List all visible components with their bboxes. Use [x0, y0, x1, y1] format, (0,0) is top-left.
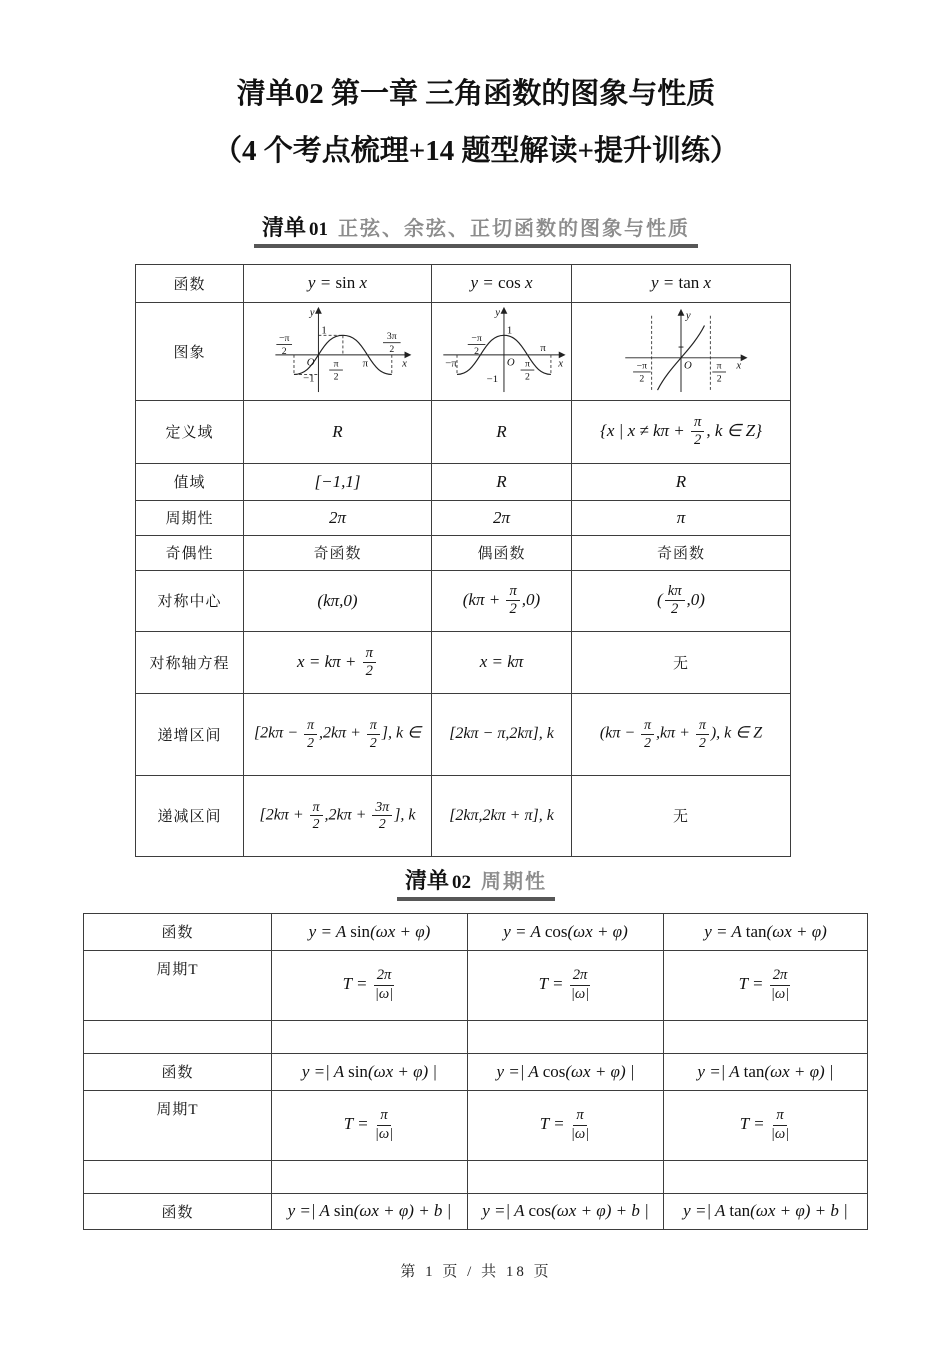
table-cell: (kπ − $\frac{\pi}{2}$ ,kπ + $\frac{\pi}{2}$ ), k ∈ Z	[572, 693, 791, 775]
document-title-line1: 清单02 第一章 三角函数的图象与性质	[236, 78, 716, 110]
periodicity-table	[83, 913, 868, 1230]
axis-label-y: y	[685, 309, 691, 322]
section2-title: 周期性	[481, 870, 547, 893]
section1-underline	[254, 216, 698, 248]
tick-label-3pi-half-num: 3π	[386, 331, 397, 343]
table-cell: ( $\frac{k\pi}{2}$ ,0)	[572, 570, 791, 631]
table-cell: y = A sin(ωx + φ)	[272, 913, 468, 950]
table-cell	[432, 302, 572, 400]
cosine-graph	[433, 304, 571, 394]
tick-label-neg-pi-half-den: 2	[473, 345, 479, 357]
table-row-graph	[136, 302, 791, 400]
section2-header	[0, 869, 952, 901]
origin-label: O	[683, 359, 692, 372]
table-row-function	[136, 264, 791, 302]
row-label: 周期T	[84, 1090, 272, 1160]
row-label: 函数	[84, 1193, 272, 1229]
tick-label-pi-half-den: 2	[524, 371, 530, 383]
table-cell: π	[572, 500, 791, 535]
axis-label-x: x	[401, 357, 407, 370]
axis-label-y: y	[494, 306, 500, 319]
tick-label-neg-pi-half-den: 2	[639, 373, 645, 385]
section2-underline	[397, 869, 555, 901]
table-cell: [−1,1]	[244, 463, 432, 500]
table-cell: y = cos x	[432, 264, 572, 302]
table-cell: T = $\frac{\pi}{|\omega|}$	[272, 1090, 468, 1160]
tick-label-neg-pi: −π	[444, 357, 457, 370]
row-label: 对称中心	[136, 570, 244, 631]
table-cell: [2kπ − π,2kπ], k	[432, 693, 572, 775]
tick-label-pi-half-den: 2	[333, 371, 338, 383]
section1-number: 01	[309, 219, 328, 240]
table-cell: (kπ,0)	[244, 570, 432, 631]
table-row-empty	[84, 1020, 868, 1053]
tick-label-3pi-half-den: 2	[388, 343, 394, 355]
row-label: 函数	[136, 264, 244, 302]
table-row-range	[136, 463, 791, 500]
table-cell	[572, 302, 791, 400]
table-cell: T = $\frac{2\pi}{|\omega|}$	[664, 950, 868, 1020]
table-cell: 偶函数	[432, 535, 572, 570]
row-label: 图象	[136, 302, 244, 400]
tangent-graph	[606, 304, 756, 394]
row-label: 函数	[84, 913, 272, 950]
table-cell	[244, 302, 432, 400]
table-cell: y =| A cos(ωx + φ) + b |	[468, 1193, 664, 1229]
table-cell: y =| A tan(ωx + φ) |	[664, 1053, 868, 1090]
empty-cell	[272, 1020, 468, 1053]
row-label: 递增区间	[136, 693, 244, 775]
table-row-increasing-interval	[136, 693, 791, 775]
table-cell: y =| A sin(ωx + φ) + b |	[272, 1193, 468, 1229]
tick-label-neg-one: −1	[302, 372, 315, 385]
table-cell: y =| A sin(ωx + φ) |	[272, 1053, 468, 1090]
row-label: 周期性	[136, 500, 244, 535]
axis-label-y: y	[309, 306, 315, 319]
tick-label-neg-one: −1	[486, 373, 498, 386]
row-label: 周期T	[84, 950, 272, 1020]
table-row-empty	[84, 1160, 868, 1193]
table-cell: [2kπ,2kπ + π], k	[432, 775, 572, 856]
axis-label-x: x	[736, 359, 742, 372]
empty-cell	[468, 1020, 664, 1053]
table-cell: [2kπ + $\frac{\pi}{2}$ ,2kπ + $\frac{3\pi}{2}$ ], k	[244, 775, 432, 856]
table-cell: T = $\frac{\pi}{|\omega|}$	[468, 1090, 664, 1160]
table-cell: y =| A tan(ωx + φ) + b |	[664, 1193, 868, 1229]
row-label: 奇偶性	[136, 535, 244, 570]
table-cell: 2π	[244, 500, 432, 535]
tick-label-pi-half-num: π	[333, 358, 339, 370]
empty-cell	[468, 1160, 664, 1193]
sine-graph	[258, 304, 418, 394]
table-cell: R	[244, 400, 432, 463]
table-cell: y = A tan(ωx + φ)	[664, 913, 868, 950]
tick-label-pi: π	[539, 341, 546, 354]
section2-prefix: 清单	[404, 867, 449, 893]
origin-label: O	[506, 356, 515, 369]
empty-cell	[664, 1160, 868, 1193]
table-cell: R	[432, 400, 572, 463]
table-cell: (kπ + $\frac{\pi}{2}$ ,0)	[432, 570, 572, 631]
table-cell: T = $\frac{2\pi}{|\omega|}$	[468, 950, 664, 1020]
table-row-period-t	[84, 950, 868, 1020]
table-cell: T = $\frac{\pi}{|\omega|}$	[664, 1090, 868, 1160]
document-title-line2: （4 个考点梳理+14 题型解读+提升训练）	[212, 135, 740, 167]
table-cell: [2kπ − $\frac{\pi}{2}$ ,2kπ + $\frac{\pi}{2}$ ], k ∈	[244, 693, 432, 775]
empty-cell	[84, 1020, 272, 1053]
section1-prefix: 清单	[261, 215, 306, 240]
section1-title: 正弦、余弦、正切函数的图象与性质	[338, 218, 690, 240]
empty-cell	[84, 1160, 272, 1193]
table-cell: 2π	[432, 500, 572, 535]
page-number-footer: 第 1 页 / 共 18 页	[400, 1263, 552, 1280]
table-row-function	[84, 1193, 868, 1229]
origin-label: O	[306, 356, 314, 369]
table-row-function	[84, 913, 868, 950]
tick-label-pi-half-num: π	[716, 360, 722, 372]
table-row-symmetry-axis	[136, 631, 791, 693]
tick-label-neg-pi-half-num: −π	[470, 333, 482, 345]
table-cell: x = kπ + $\frac{\pi}{2}$	[244, 631, 432, 693]
empty-cell	[664, 1020, 868, 1053]
empty-cell	[272, 1160, 468, 1193]
table-cell: y = A cos(ωx + φ)	[468, 913, 664, 950]
table-row-symmetry-center	[136, 570, 791, 631]
table-row-domain	[136, 400, 791, 463]
table-cell: R	[432, 463, 572, 500]
table-cell: 无	[572, 775, 791, 856]
row-label: 递减区间	[136, 775, 244, 856]
row-label: 值域	[136, 463, 244, 500]
tick-label-neg-pi-half-num: −π	[636, 360, 648, 372]
section2-number: 02	[452, 871, 471, 893]
table-row-function	[84, 1053, 868, 1090]
row-label: 定义域	[136, 400, 244, 463]
section1-header	[0, 216, 952, 248]
table-row-period	[136, 500, 791, 535]
table-row-decreasing-interval	[136, 775, 791, 856]
table-cell: T = $\frac{2\pi}{|\omega|}$	[272, 950, 468, 1020]
table-cell: y =| A cos(ωx + φ) |	[468, 1053, 664, 1090]
table-cell: 奇函数	[244, 535, 432, 570]
tick-label-pi-half-num: π	[524, 358, 530, 370]
table-cell: 无	[572, 631, 791, 693]
row-label: 对称轴方程	[136, 631, 244, 693]
table-row-period-t	[84, 1090, 868, 1160]
table-cell: 奇函数	[572, 535, 791, 570]
tick-label-neg-pi-half-den: 2	[281, 345, 287, 357]
axis-label-x: x	[557, 357, 563, 370]
trig-functions-properties-table	[135, 264, 791, 857]
table-cell: x = kπ	[432, 631, 572, 693]
table-cell: R	[572, 463, 791, 500]
row-label: 函数	[84, 1053, 272, 1090]
table-cell: {x | x ≠ kπ + $\frac{\pi}{2}$ , k ∈ Z}	[572, 400, 791, 463]
table-cell: y = sin x	[244, 264, 432, 302]
table-row-parity	[136, 535, 791, 570]
tick-label-one: 1	[506, 324, 512, 337]
tick-label-pi-half-den: 2	[716, 373, 722, 385]
table-cell: y = tan x	[572, 264, 791, 302]
tick-label-neg-pi-half-num: −π	[278, 333, 289, 345]
tick-label-pi: π	[362, 357, 368, 370]
tick-label-one: 1	[320, 324, 327, 337]
